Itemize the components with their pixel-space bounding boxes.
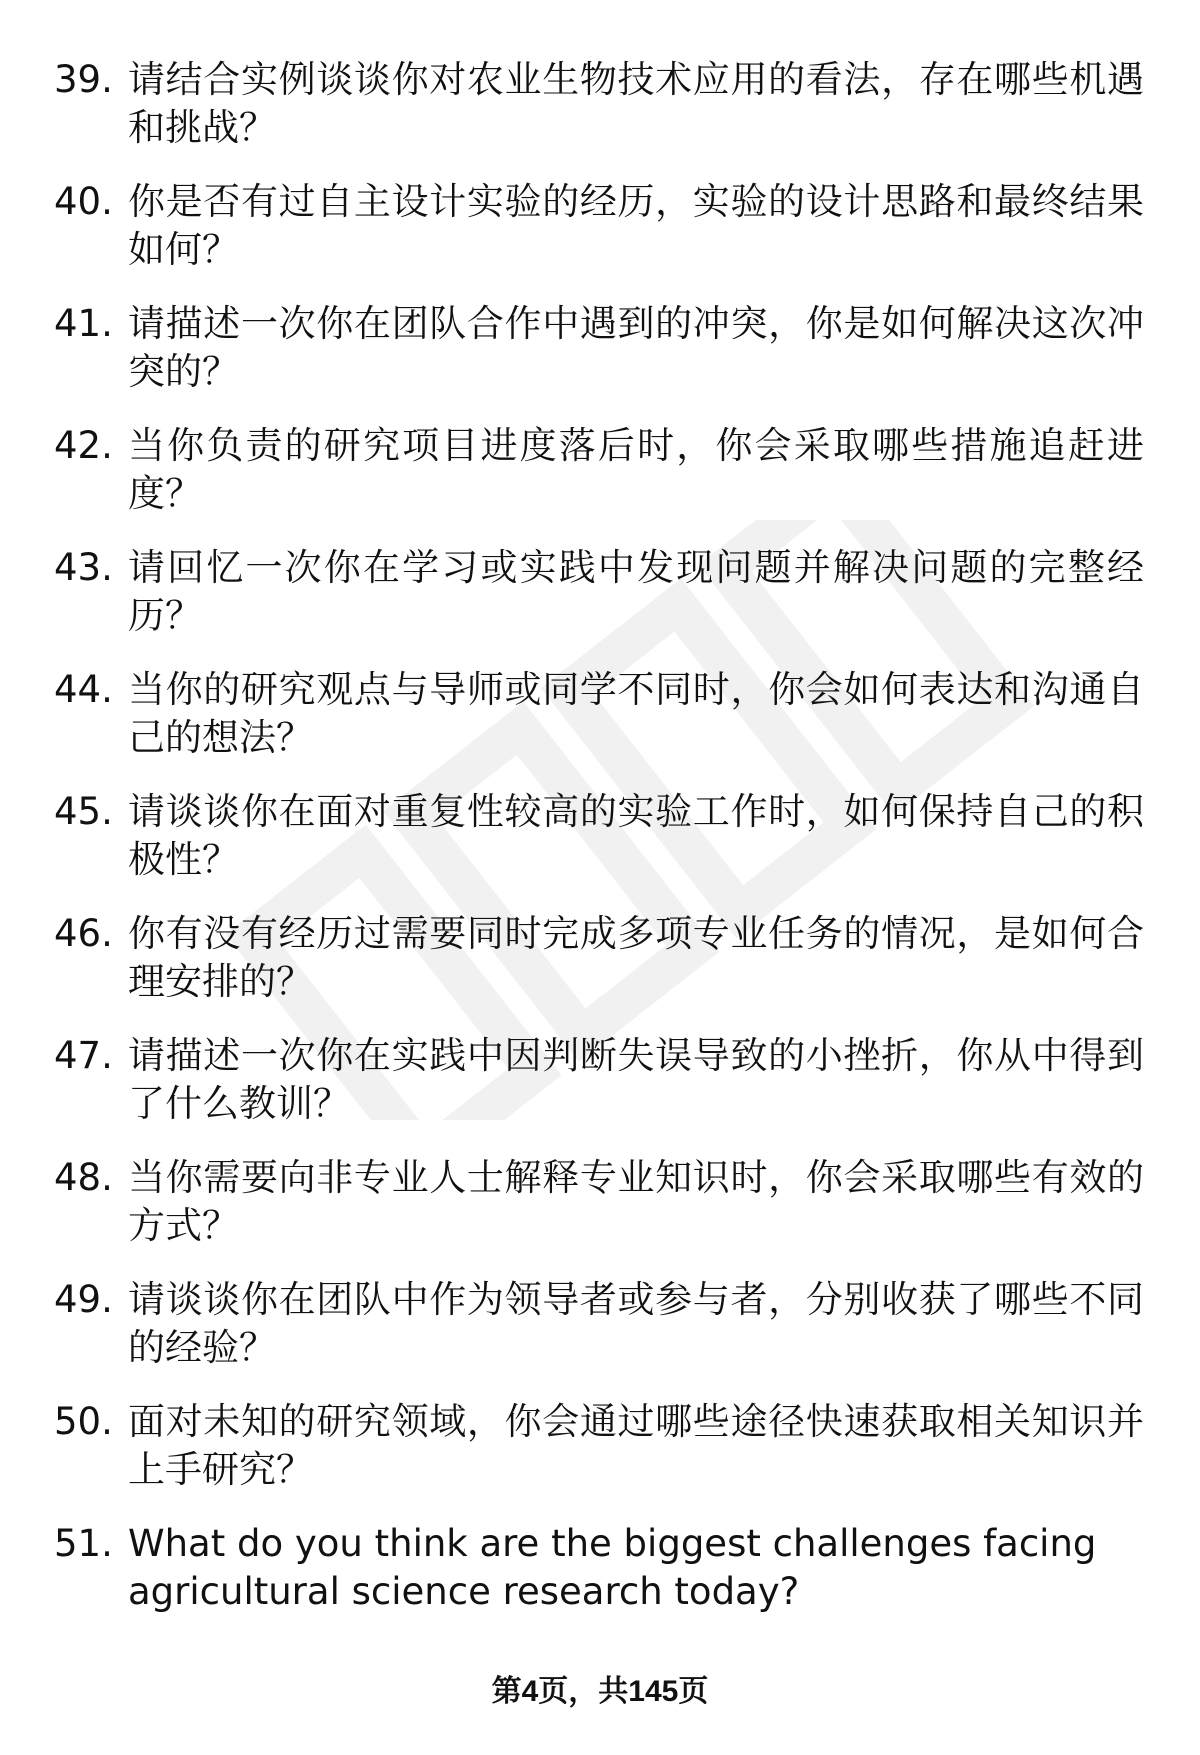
question-number: 45. [54,790,113,833]
question-text: 请回忆一次你在学习或实践中发现问题并解决问题的完整经历？ [128,546,1144,637]
question-number: 43. [54,546,113,589]
question-number: 48. [54,1156,113,1199]
list-item [54,1276,1144,1372]
question-text: 你是否有过自主设计实验的经历，实验的设计思路和最终结果如何？ [128,180,1144,271]
question-text: 当你的研究观点与导师或同学不同时，你会如何表达和沟通自己的想法？ [128,668,1144,759]
list-item [54,788,1144,884]
list-item [54,1032,1144,1128]
list-item [54,910,1144,1006]
question-text: 你有没有经历过需要同时完成多项专业任务的情况，是如何合理安排的？ [128,912,1144,1003]
list-item [54,178,1144,274]
question-list [54,56,1144,1616]
question-number: 50. [54,1400,113,1443]
list-item [54,544,1144,640]
question-number: 41. [54,302,113,345]
question-text: 请结合实例谈谈你对农业生物技术应用的看法，存在哪些机遇和挑战？ [128,58,1144,149]
page-footer: 第4页，共145页 [491,1675,709,1708]
list-item [54,422,1144,518]
list-item [54,1520,1144,1616]
question-number: 40. [54,180,113,223]
question-number: 49. [54,1278,113,1321]
list-item [54,56,1144,152]
question-text: 请描述一次你在实践中因判断失误导致的小挫折，你从中得到了什么教训？ [128,1034,1144,1125]
list-item [54,1154,1144,1250]
question-number: 39. [54,58,113,101]
question-text: 请描述一次你在团队合作中遇到的冲突，你是如何解决这次冲突的？ [128,302,1144,393]
question-number: 47. [54,1034,113,1077]
question-number: 42. [54,424,113,467]
question-number: 51. [54,1522,113,1565]
list-item [54,1398,1144,1494]
question-text: 请谈谈你在团队中作为领导者或参与者，分别收获了哪些不同的经验？ [128,1278,1144,1369]
question-text: 当你需要向非专业人士解释专业知识时，你会采取哪些有效的方式？ [128,1156,1144,1247]
question-number: 44. [54,668,113,711]
question-text: 当你负责的研究项目进度落后时，你会采取哪些措施追赶进度？ [128,424,1144,515]
question-text: What do you think are the biggest challenges facing agricultural science research today? [128,1522,1097,1613]
question-number: 46. [54,912,113,955]
list-item [54,300,1144,396]
question-text: 面对未知的研究领域，你会通过哪些途径快速获取相关知识并上手研究？ [128,1400,1144,1491]
question-text: 请谈谈你在面对重复性较高的实验工作时，如何保持自己的积极性？ [128,790,1144,881]
list-item [54,666,1144,762]
